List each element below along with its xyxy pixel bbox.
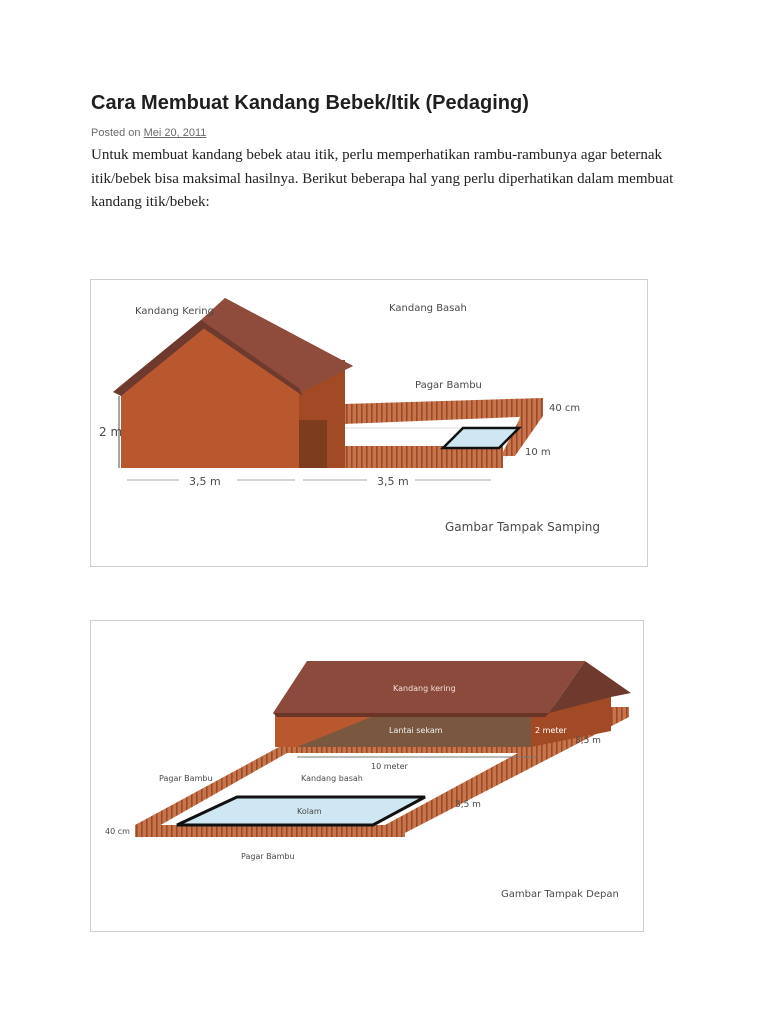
- dim-fence-height-label: 40 cm: [105, 827, 130, 836]
- intro-paragraph: Untuk membuat kandang bebek atau itik, perlu memperhatikan rambu-rambunya agar beternak itik/bebek bisa maksimal hasilnya. Berikut beberapa hal yang perlu diperhatikan dalam membuat kandang itik/bebek:: [91, 147, 674, 210]
- label-dry-pen: Kandang kering: [393, 684, 456, 693]
- dim-height-label: 2 meter: [535, 726, 567, 735]
- dim-length-label: 10 m: [525, 447, 551, 458]
- label-wet-pen: Kandang basah: [301, 774, 363, 783]
- label-fence-bottom: Pagar Bambu: [241, 852, 295, 861]
- dim-height-label: 2 m: [99, 425, 123, 439]
- front-view-diagram: [91, 621, 643, 931]
- dim-fence-height-label: 40 cm: [549, 403, 581, 414]
- fence-front: [135, 825, 405, 837]
- posted-date-link[interactable]: Mei 20, 2011: [143, 127, 207, 139]
- post-meta: [91, 127, 206, 139]
- label-fence: Pagar Bambu: [415, 380, 482, 391]
- figure-front-view: [90, 620, 644, 932]
- label-pool: Kolam: [297, 807, 322, 816]
- page-title: Cara Membuat Kandang Bebek/Itik (Pedaging): [91, 92, 529, 114]
- figure-side-caption: Gambar Tampak Samping: [445, 520, 601, 534]
- fence-back: [343, 398, 543, 424]
- label-fence-left: Pagar Bambu: [159, 774, 213, 783]
- dim-depth-house-label: 3,5 m: [575, 736, 601, 746]
- label-wet-pen: Kandang Basah: [389, 303, 467, 314]
- label-dry-pen: Kandang Kering: [135, 306, 214, 317]
- dim-length-label: 10 meter: [371, 762, 408, 771]
- dim-depth-yard-label: 3,5 m: [455, 800, 481, 810]
- figure-side-view: [90, 279, 648, 567]
- dim-width-house-label: 3,5 m: [189, 475, 221, 488]
- figure-front-caption: Gambar Tampak Depan: [501, 889, 619, 900]
- label-floor: Lantai sekam: [389, 726, 443, 735]
- side-view-diagram: [91, 280, 647, 566]
- dim-width-yard-label: 3,5 m: [377, 475, 409, 488]
- posted-prefix: Posted on: [91, 127, 141, 139]
